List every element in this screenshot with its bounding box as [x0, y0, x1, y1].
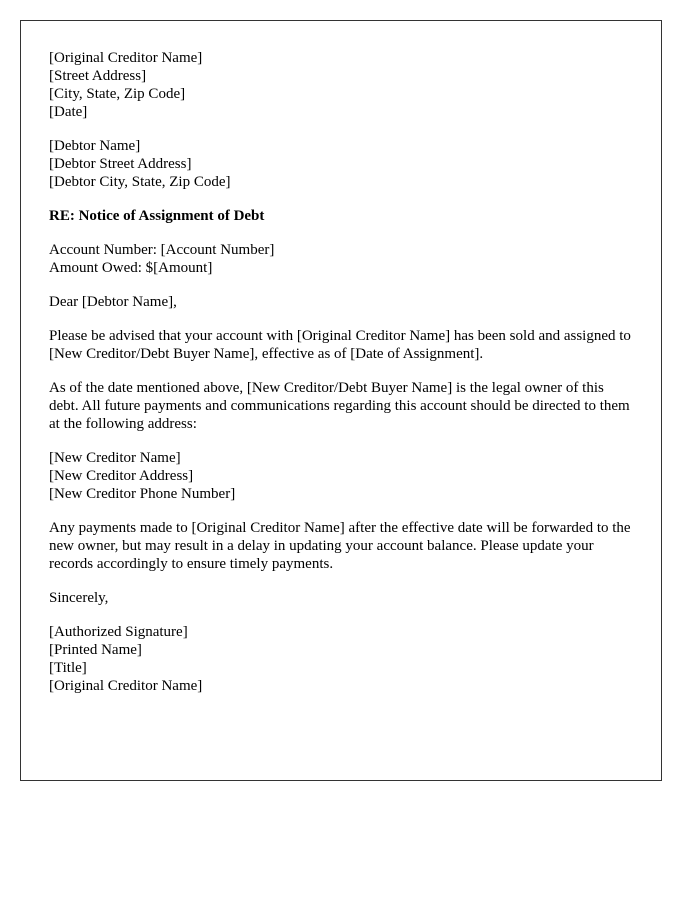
letter-page — [20, 20, 662, 781]
account-number: Account Number: [Account Number] — [49, 242, 275, 258]
new-creditor-name: [New Creditor Name] — [49, 450, 181, 466]
recipient-street: [Debtor Street Address] — [49, 156, 192, 172]
signer-company: [Original Creditor Name] — [49, 678, 203, 694]
printed-name: [Printed Name] — [49, 642, 142, 658]
new-creditor-phone: [New Creditor Phone Number] — [49, 486, 236, 502]
letter-date: [Date] — [49, 104, 88, 120]
sender-block — [49, 49, 632, 121]
signature-block — [49, 623, 632, 695]
new-creditor-block — [49, 449, 632, 503]
sender-name: [Original Creditor Name] — [49, 50, 203, 66]
salutation: Dear [Debtor Name], — [49, 294, 177, 310]
body-paragraph-2: As of the date mentioned above, [New Creditor/Debt Buyer Name] is the legal owner of this debt. All future payments and communications regarding this account should be directed to them at the following address: — [49, 380, 630, 432]
new-creditor-address: [New Creditor Address] — [49, 468, 194, 484]
signer-title: [Title] — [49, 660, 87, 676]
amount-owed: Amount Owed: $[Amount] — [49, 260, 213, 276]
recipient-city: [Debtor City, State, Zip Code] — [49, 174, 231, 190]
signature: [Authorized Signature] — [49, 624, 188, 640]
account-block — [49, 241, 632, 277]
recipient-name: [Debtor Name] — [49, 138, 141, 154]
recipient-block — [49, 137, 632, 191]
closing-paragraph: Any payments made to [Original Creditor Name] after the effective date will be forwarded to the new owner, but may result in a delay in updating your account balance. Please update your records accordingly to ensure timely payments. — [49, 520, 631, 572]
sender-city: [City, State, Zip Code] — [49, 86, 186, 102]
body-paragraph-1: Please be advised that your account with [Original Creditor Name] has been sold and assigned to [New Creditor/Debt Buyer Name], effective as of [Date of Assignment]. — [49, 328, 631, 362]
closing: Sincerely, — [49, 590, 109, 606]
subject-line: RE: Notice of Assignment of Debt — [49, 208, 265, 224]
sender-street: [Street Address] — [49, 68, 147, 84]
